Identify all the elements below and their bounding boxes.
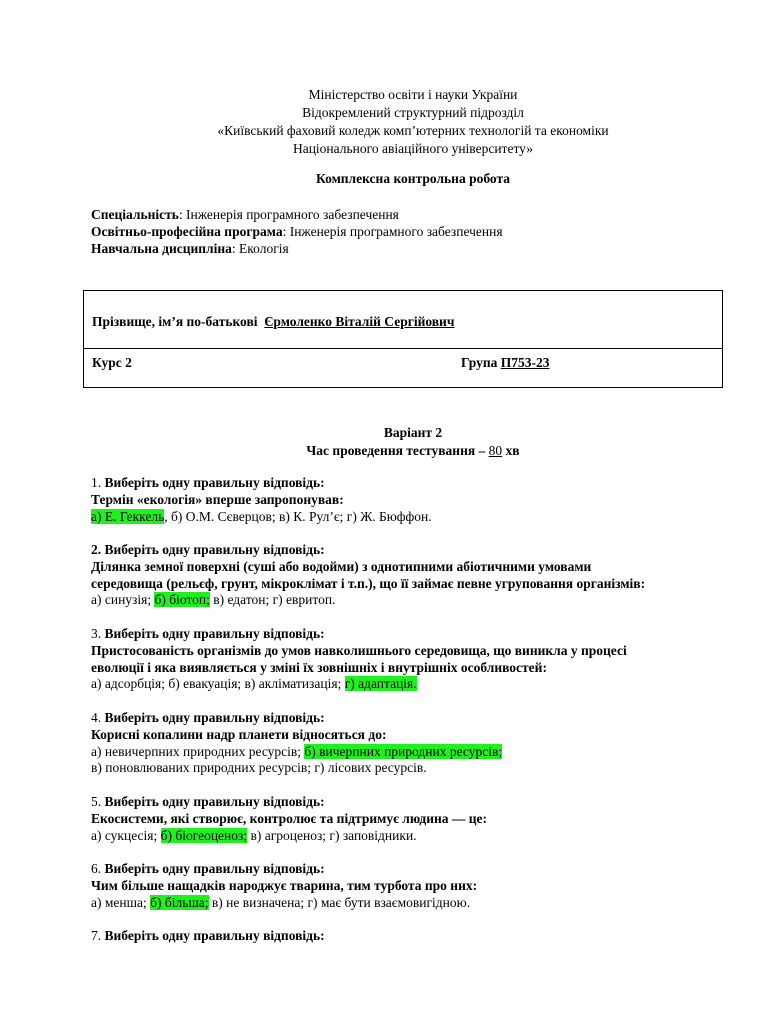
question-instruction: Виберіть одну правильну відповідь:	[104, 861, 325, 876]
program-value: : Інженерія програмного забезпечення	[282, 224, 503, 239]
question-text: Екосистеми, які створює, контролює та підтримує людина — це:	[91, 810, 488, 826]
specialty-value: : Інженерія програмного забезпечення	[178, 207, 399, 222]
correct-answer-highlight: а) Е. Геккель	[91, 508, 165, 524]
duration-suffix: хв	[502, 443, 520, 458]
table-divider	[84, 348, 722, 349]
question-number: 1.	[91, 475, 105, 490]
program-label: Освітньо-професійна програма	[91, 224, 283, 239]
answer-options: а) адсорбція; б) евакуація; в) акліматизація; г) адаптація.	[91, 676, 417, 692]
institution-header	[0, 86, 768, 158]
student-name-row	[92, 314, 454, 330]
student-info-table	[83, 290, 723, 388]
question-5	[91, 794, 487, 844]
discipline-label: Навчальна дисципліна	[91, 241, 232, 256]
question-number: 3.	[91, 626, 105, 641]
answer-options: а) Е. Геккель, б) О.М. Сєверцов; в) К. Рул’є; г) Ж. Бюффон.	[91, 508, 432, 524]
document-title: Комплексна контрольна робота	[315, 171, 511, 186]
variant-label: Варіант 2	[383, 425, 443, 440]
question-heading	[91, 710, 502, 727]
student-name-label: Прізвище, ім’я по-батькові	[92, 314, 258, 329]
answer-options: а) менша; б) більша; в) не визначена; г) має бути взаємовигідною.	[91, 894, 471, 910]
correct-answer-highlight: б) вичерпних природних ресурсів;	[304, 743, 503, 759]
question-heading	[91, 475, 432, 492]
question-text: середовища (рельєф, грунт, мікроклімат і т.п.), що її займає певне угруповання організмів:	[91, 575, 646, 591]
specialty-label: Спеціальність	[91, 207, 179, 222]
question-6	[91, 861, 477, 911]
question-instruction: Виберіть одну правильну відповідь:	[104, 626, 325, 641]
question-instruction: Виберіть одну правильну відповідь:	[104, 542, 325, 557]
question-number: 6.	[91, 861, 105, 876]
question-heading	[91, 928, 325, 945]
group-cell	[461, 355, 549, 371]
question-3	[91, 626, 627, 693]
header-line-college: «Київський фаховий коледж комп’ютерних технологій та економіки	[217, 123, 609, 138]
discipline-value: : Екологія	[231, 241, 289, 256]
question-text: Ділянка земної поверхні (суші або водойми) з однотипними абіотичними умовами	[91, 558, 592, 574]
question-4	[91, 710, 502, 777]
question-number: 5.	[91, 794, 105, 809]
answer-options-continued: в) поновлюваних природних ресурсів; г) лісових ресурсів.	[91, 760, 427, 776]
header-line-subdivision: Відокремлений структурний підрозділ	[302, 105, 524, 120]
question-7	[91, 928, 325, 945]
question-text: еволюції і яка виявляється у зміні їх зовнішніх і внутрішніх особливостей:	[91, 659, 547, 675]
question-instruction: Виберіть одну правильну відповідь:	[104, 794, 325, 809]
correct-answer-highlight: б) біотоп;	[154, 592, 210, 608]
variant-block	[0, 424, 768, 460]
discipline-line	[91, 240, 503, 257]
question-2	[91, 542, 645, 609]
question-heading	[91, 542, 645, 559]
question-instruction: Виберіть одну правильну відповідь:	[104, 928, 325, 943]
group-label: Група	[461, 355, 501, 370]
answer-options: а) сукцесія; б) біогеоценоз; в) агроценоз; г) заповідники.	[91, 827, 417, 843]
program-line	[91, 223, 503, 240]
question-text: Термін «екологія» вперше запропонував:	[91, 491, 344, 507]
group-value: П753-23	[500, 355, 550, 370]
answer-options: а) синузія; б) біотоп; в) едатон; г) евритоп.	[91, 592, 336, 608]
course-meta	[91, 206, 503, 257]
question-instruction: Виберіть одну правильну відповідь:	[104, 475, 325, 490]
answer-options: а) невичерпних природних ресурсів; б) вичерпних природних ресурсів;	[91, 743, 503, 759]
course-cell: Курс 2	[92, 355, 132, 370]
test-duration	[58, 442, 768, 460]
student-name-value: Єрмоленко Віталій Сергійович	[264, 314, 455, 329]
question-number: 2.	[91, 542, 105, 557]
specialty-line	[91, 206, 503, 223]
correct-answer-highlight: г) адаптація.	[344, 676, 417, 692]
question-heading	[91, 626, 627, 643]
header-line-university: Національного авіаційного університету»	[292, 141, 534, 156]
question-text: Чим більше нащадків народжує тварина, тим турбота про них:	[91, 877, 478, 893]
question-instruction: Виберіть одну правильну відповідь:	[104, 710, 325, 725]
duration-prefix: Час проведення тестування –	[306, 443, 489, 458]
question-1	[91, 475, 432, 525]
header-line-ministry: Міністерство освіти і науки України	[308, 87, 518, 102]
question-text: Корисні копалини надр планети відносяться до:	[91, 726, 387, 742]
correct-answer-highlight: б) біогеоценоз;	[160, 827, 248, 843]
question-text: Пристосованість організмів до умов навколишнього середовища, що виникла у процесі	[91, 642, 627, 658]
question-heading	[91, 794, 487, 811]
question-number: 7.	[91, 928, 105, 943]
duration-value: 80	[488, 443, 503, 458]
question-number: 4.	[91, 710, 105, 725]
correct-answer-highlight: б) більша;	[150, 894, 209, 910]
question-heading	[91, 861, 477, 878]
